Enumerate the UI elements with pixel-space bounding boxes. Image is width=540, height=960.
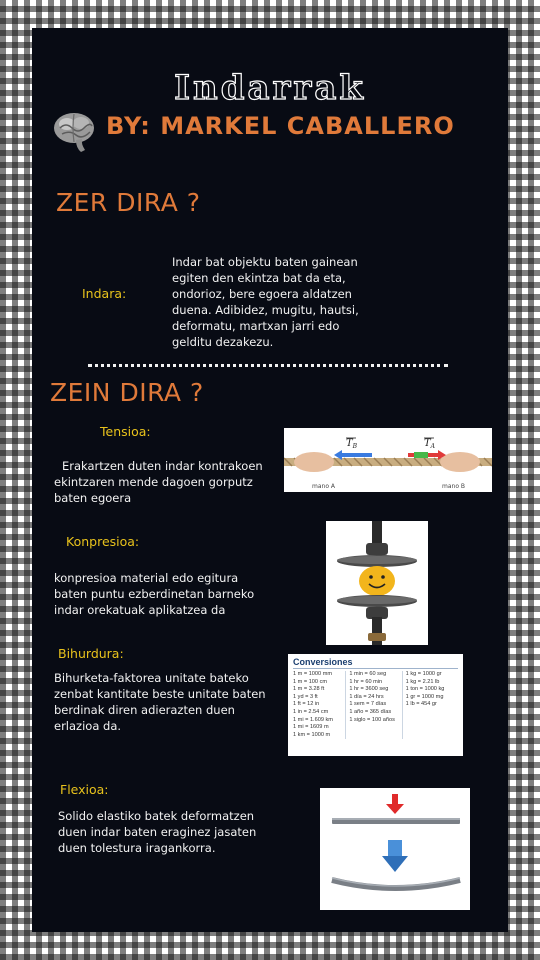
conversion-row-length: 1 ft = 12 in xyxy=(293,701,320,708)
tension-label-b: mano B xyxy=(442,483,466,490)
label-tensioa: Tensioa: xyxy=(100,424,151,439)
conversion-row-mass: 1 ton = 1000 kg xyxy=(405,686,445,693)
poster-board xyxy=(32,28,508,932)
conversion-row-length: 1 m = 100 cm xyxy=(293,678,328,685)
conversions-mass-column xyxy=(406,671,458,739)
tension-label-a: mano A xyxy=(312,483,336,490)
flexioa-definition: Solido elastiko batek deformatzen duen indar baten eraginez jasaten duen tolestura iragankorra. xyxy=(58,809,257,855)
flexion-beam-image xyxy=(320,788,470,910)
brain-icon xyxy=(52,110,98,154)
tension-vector-a: T xyxy=(424,438,431,449)
conversion-row-mass: 1 gr = 1000 mg xyxy=(405,693,444,700)
label-konpresioa: Konpresioa: xyxy=(66,534,140,549)
compression-press-image xyxy=(326,521,428,645)
indara-definition: Indar bat objektu baten gainean egiten den ekintza bat da eta, ondorioz, bere egoera aldatzen duena. Adibidez, mugitu, hautsi, deformatu, martxan jarri edo gelditu dezakezu. xyxy=(172,255,359,349)
section-heading-which: ZEIN DIRA ? xyxy=(50,378,204,407)
conversion-row-length: 1 km = 1000 m xyxy=(293,731,331,738)
conversion-row-mass: 1 kg = 1000 gr xyxy=(405,671,442,677)
tensioa-definition: Erakartzen duten indar kontrakoen ekintzaren mende dagoen gorputz baten egoera xyxy=(54,459,263,505)
conversion-row-length: 1 yd = 3 ft xyxy=(293,693,318,700)
poster-title: Indarrak xyxy=(174,68,366,108)
dotted-divider xyxy=(88,364,448,367)
conversions-table-image xyxy=(288,654,463,756)
bihurdura-definition: Bihurketa-faktorea unitate bateko zenbat kantitate beste unitate baten berdinak diren adierazten duen erlazioa da. xyxy=(54,671,266,733)
conversion-row-length: 1 mi = 1609 m xyxy=(293,724,329,731)
tension-rope-image xyxy=(284,428,492,492)
conversions-length-column xyxy=(293,671,346,739)
author-byline: BY: MARKEL CABALLERO xyxy=(106,112,455,140)
conversion-row-length: 1 m = 1000 mm xyxy=(293,671,333,677)
conversion-row-time: 1 año = 365 días xyxy=(349,708,392,715)
section-heading-what: ZER DIRA ? xyxy=(56,188,201,217)
konpresioa-definition: konpresioa material edo egitura baten puntu ezberdinetan barneko indar orekatuak aplikatzea da xyxy=(54,571,255,617)
conversion-row-time: 1 hr = 60 min xyxy=(349,678,383,685)
tension-vector-b-sub: B xyxy=(352,443,358,450)
conversion-row-length: 1 in = 2.54 cm xyxy=(293,708,329,715)
conversions-title: Conversiones xyxy=(293,657,458,669)
conversion-row-time: 1 día = 24 hrs xyxy=(349,693,384,700)
conversion-row-length: 1 m = 3.28 ft xyxy=(293,686,325,693)
tension-vector-a-sub: A xyxy=(430,443,436,450)
conversion-row-time: 1 siglo = 100 años xyxy=(349,716,395,723)
tension-vector-b: T xyxy=(346,438,353,449)
conversion-row-length: 1 mi = 1.609 km xyxy=(293,716,333,723)
conversion-row-time: 1 min = 60 seg xyxy=(349,671,387,677)
conversion-row-mass: 1 lb = 454 gr xyxy=(405,701,437,708)
label-indara: Indara: xyxy=(82,286,127,301)
label-flexioa: Flexioa: xyxy=(60,782,109,797)
conversion-row-mass: 1 kg = 2.21 lb xyxy=(405,678,440,685)
conversion-row-time: 1 sem = 7 días xyxy=(349,701,387,708)
conversion-row-time: 1 hr = 3600 seg xyxy=(349,686,389,693)
label-bihurdura: Bihurdura: xyxy=(58,646,124,661)
conversions-time-column xyxy=(349,671,402,739)
